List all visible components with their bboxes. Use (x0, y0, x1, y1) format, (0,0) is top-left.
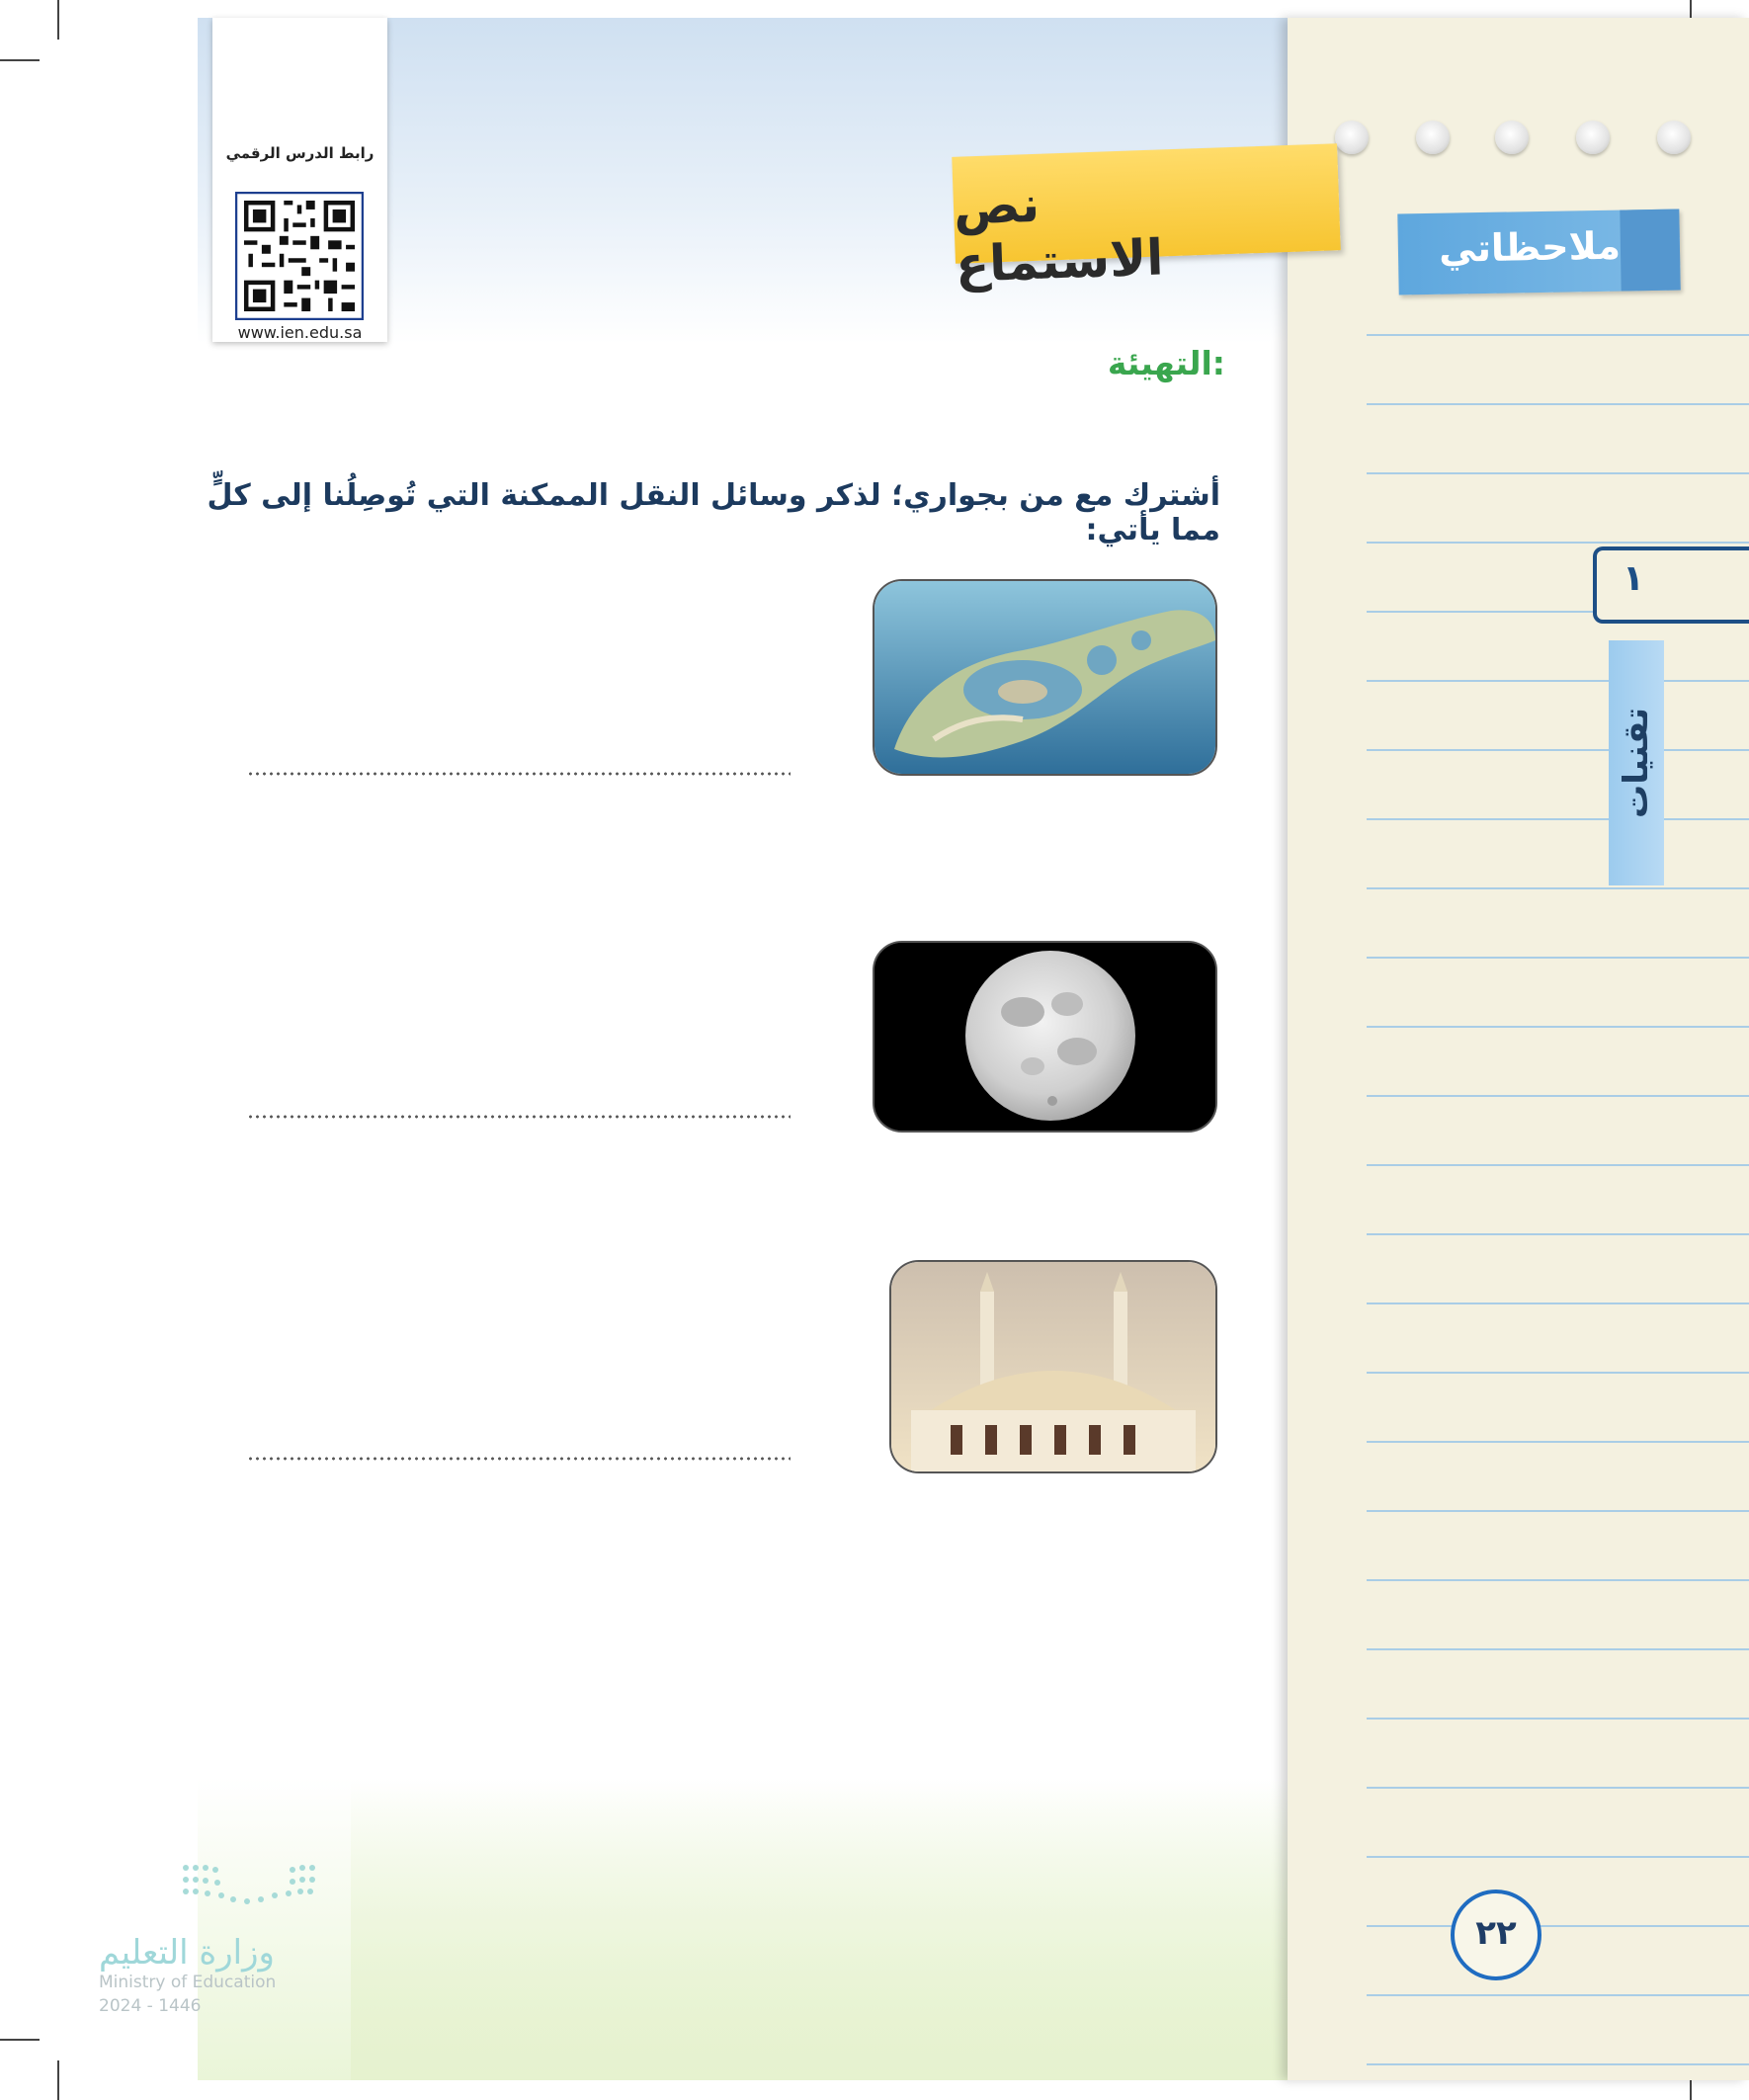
notebook-line (1367, 1026, 1749, 1028)
binder-ring (1657, 121, 1691, 154)
unit-number-tab (1593, 546, 1749, 624)
binder-ring (1495, 121, 1529, 154)
qr-url[interactable]: www.ien.edu.sa (237, 323, 363, 342)
notebook-line (1367, 1510, 1749, 1512)
notes-tab-end (1620, 210, 1680, 292)
notebook-line (1367, 1856, 1749, 1858)
page-title: نص الاستماع (953, 175, 1165, 294)
instruction-text: أشترك مع من بجواري؛ لذكر وسائل النقل الممكنة التي تُوصِلُنا إلى كلٍّ مما يأتي: (207, 478, 1220, 547)
crop-mark (57, 0, 59, 40)
notes-notebook (1288, 18, 1749, 2080)
notebook-line (1367, 334, 1749, 336)
notebook-line (1367, 1718, 1749, 1720)
warmup-heading: التهيئة: (1107, 344, 1225, 382)
notebook-line (1367, 403, 1749, 405)
ministry-dots-icon (99, 1858, 356, 1927)
notebook-line (1367, 749, 1749, 751)
notebook-line (1367, 1164, 1749, 1166)
notebook-line (1367, 472, 1749, 474)
qr-code-icon[interactable] (235, 192, 364, 320)
notes-tab-label: ملاحظاتي (1438, 223, 1622, 271)
island-photo (873, 579, 1217, 776)
notebook-line (1367, 887, 1749, 889)
ministry-english-name: Ministry of Education (99, 1973, 277, 1992)
notebook-line (1367, 1233, 1749, 1235)
page-bottom-tint (351, 1779, 1290, 2080)
notebook-line (1367, 1095, 1749, 1097)
answer-line-3[interactable] (247, 1456, 791, 1462)
notebook-line (1367, 1648, 1749, 1650)
qr-card (212, 18, 387, 342)
unit-number: ١ (1623, 558, 1644, 599)
notebook-line (1367, 680, 1749, 682)
title-banner (952, 143, 1341, 294)
answer-line-1[interactable] (247, 771, 791, 777)
notebook-line (1367, 1372, 1749, 1374)
notebook-line (1367, 1787, 1749, 1789)
ministry-arabic-name: وزارة التعليم (99, 1933, 275, 1973)
notebook-line (1367, 1994, 1749, 1996)
notes-tab (1397, 210, 1680, 295)
moon-image-icon (874, 943, 1215, 1131)
crop-mark (0, 2039, 40, 2041)
notebook-line (1367, 818, 1749, 820)
notebook-line (1367, 957, 1749, 959)
page-number-badge (1451, 1890, 1541, 1980)
notebook-line (1367, 2063, 1749, 2065)
notebook-line (1367, 1925, 1749, 1927)
qr-label: رابط الدرس الرقمي (225, 144, 375, 162)
notebook-line (1367, 1441, 1749, 1443)
island-image-icon (874, 581, 1215, 774)
unit-title-tab (1609, 640, 1664, 885)
crop-mark (57, 2060, 59, 2100)
notebook-line (1367, 1579, 1749, 1581)
moon-photo (873, 941, 1217, 1133)
notebook-line (1367, 1302, 1749, 1304)
crop-mark (0, 59, 40, 61)
page-number: ٢٢ (1475, 1913, 1517, 1953)
notebook-line (1367, 542, 1749, 544)
binder-ring (1416, 121, 1450, 154)
mosque-photo (889, 1260, 1217, 1473)
ministry-year: 2024 - 1446 (99, 1996, 202, 2016)
ministry-logo (99, 1858, 356, 2016)
binder-ring (1335, 121, 1369, 154)
binder-ring (1576, 121, 1610, 154)
answer-line-2[interactable] (247, 1114, 791, 1120)
unit-title-label: تقنيات (1617, 708, 1656, 818)
mosque-image-icon (891, 1262, 1215, 1471)
